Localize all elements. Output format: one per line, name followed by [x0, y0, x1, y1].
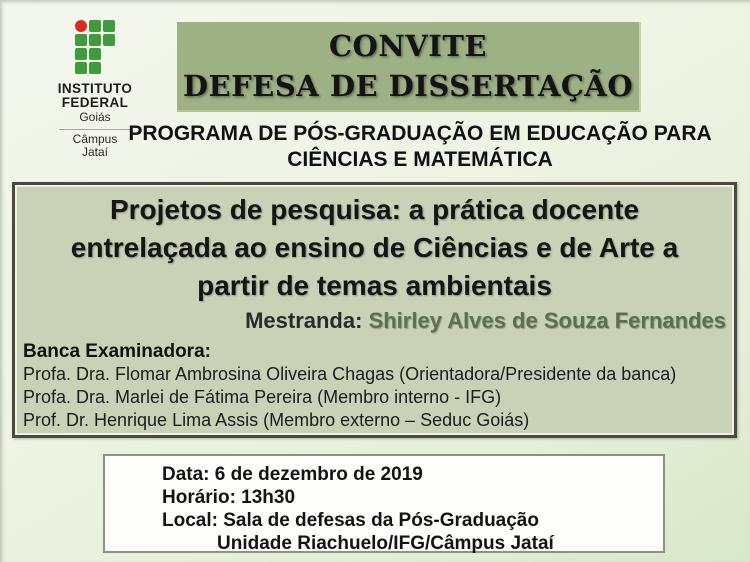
- logo-square: [75, 62, 87, 74]
- convite-header-box: [177, 22, 641, 112]
- banca-member-2: Profa. Dra. Marlei de Fátima Pereira (Membro interno - IFG): [23, 387, 502, 407]
- logo-square: [75, 48, 87, 60]
- dissertation-box: [12, 182, 737, 438]
- event-location: Local: Sala de defesas da Pós-Graduação: [162, 510, 539, 531]
- event-details-box: [103, 454, 665, 553]
- logo-red-dot: [75, 20, 87, 32]
- dissertation-title-line3: partir de temas ambientais: [197, 270, 552, 301]
- program-name-line2: CIÊNCIAS E MATEMÁTICA: [287, 148, 553, 171]
- event-time: Horário: 13h30: [162, 487, 296, 508]
- mestranda-line: [15, 307, 734, 335]
- logo-square: [103, 34, 115, 46]
- logo-square: [89, 34, 101, 46]
- logo-square: [89, 20, 101, 32]
- logo-square: [103, 20, 115, 32]
- logo-empty-cell: [103, 62, 115, 74]
- institution-state: Goiás: [79, 110, 111, 124]
- event-date: Data: 6 de dezembro de 2019: [162, 464, 423, 485]
- dissertation-title-line2: entrelaçada ao ensino de Ciências e de Arte a: [70, 232, 679, 263]
- institution-name-line2: FEDERAL: [61, 95, 129, 110]
- program-name-line1: PROGRAMA DE PÓS-GRADUAÇÃO EM EDUCAÇÃO PARA: [128, 122, 712, 145]
- logo-square: [89, 48, 101, 60]
- program-name: [105, 121, 735, 173]
- logo-square: [75, 34, 87, 46]
- event-location-unit: Unidade Riachuelo/IFG/Câmpus Jataí: [217, 533, 554, 554]
- logo-square: [89, 62, 101, 74]
- banca-member-1: Profa. Dra. Flomar Ambrosina Oliveira Chagas (Orientadora/Presidente da banca): [23, 364, 677, 384]
- campus-name: Jataí: [81, 145, 108, 159]
- defesa-title: DEFESA DE DISSERTAÇÃO: [182, 69, 634, 103]
- logo-empty-cell: [103, 48, 115, 60]
- mestranda-label: Mestranda:: [245, 308, 363, 333]
- ifg-logo-icon: [75, 20, 115, 74]
- campus-label: Câmpus: [72, 132, 118, 146]
- dissertation-title: [15, 191, 734, 305]
- banca-heading: Banca Examinadora:: [23, 341, 211, 362]
- mestranda-name: Shirley Alves de Souza Fernandes: [368, 308, 726, 333]
- banca-member-3: Prof. Dr. Henrique Lima Assis (Membro externo – Seduc Goiás): [23, 410, 530, 430]
- dissertation-title-line1: Projetos de pesquisa: a prática docente: [109, 194, 640, 225]
- convite-title: CONVITE: [328, 29, 488, 63]
- institution-name-line1: INSTITUTO: [57, 81, 133, 96]
